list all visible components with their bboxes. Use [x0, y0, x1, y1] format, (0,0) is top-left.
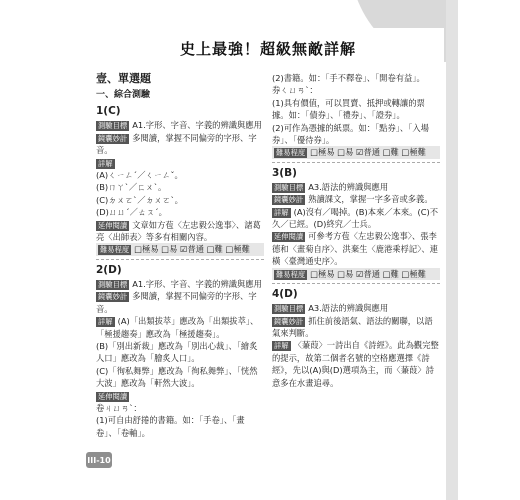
continued-word: 券ㄑㄩㄢˋ：	[272, 85, 318, 96]
right-column	[272, 72, 440, 389]
q2-option-b: (B)「別出新裁」應改為「別出心裁」、「繪炙人口」應改為「膾炙人口」。	[96, 340, 258, 364]
explain-tag: 詳解	[98, 317, 113, 327]
objective-tag: 測驗目標	[274, 304, 304, 314]
difficulty-tag: 難易程度	[276, 148, 306, 158]
q1-difficulty: 難易程度 □極易 □易 ☑普通 □難 □極難	[96, 243, 264, 255]
q1-option-c: (C)ㄉㄨㄛˋ／ㄉㄨㄛˋ。	[96, 194, 183, 205]
tip-tag: 鏡囊妙計	[274, 195, 304, 205]
title-banner	[92, 28, 444, 68]
q3-objective: 測驗目標 A3.語法的辨識與應用	[274, 181, 389, 192]
q3-tip: 鏡囊妙計 熟讀課文，掌握一字多音或多義。	[274, 194, 433, 205]
q1-option-b: (B)ㄇㄚˋ／ㄈㄨˋ。	[96, 182, 167, 193]
continued-def-4: (2)可作為憑據的紙票。如：「點券」、「入場券」、「優待券」。	[272, 122, 429, 146]
q2-option-a: 詳解 (A)「出類拔萃」應改為「出類拔萃」、「極援趨奏」應改為「極援趨奏」。	[96, 316, 259, 339]
continued-def-2: (2)書籍。如：「手不釋卷」、「開卷有益」。	[272, 73, 425, 83]
tip-tag: 鏡囊妙計	[274, 316, 304, 326]
extended-tag: 延伸閱讀	[98, 220, 128, 230]
page-title: 史上最強！超級無敵詳解	[179, 39, 356, 58]
explain-tag: 詳解	[274, 341, 289, 351]
q1-objective: 測驗目標 A1.字形、字音、字義的辨識與應用	[98, 120, 262, 131]
q2-tip: 鏡囊妙計 多閱讀，掌握不同偏旁的字形、字音。	[96, 291, 257, 314]
objective-tag: 測驗目標	[98, 279, 128, 289]
q2-option-c: (C)「徇私舞弊」應改為「徇私舞弊」、「恍然大波」應改為「軒然大波」。	[96, 365, 258, 389]
continued-def-3: (1)具有價值，可以買賣、抵押或轉讓的票據。如：「債券」、「禮券」、「證券」。	[272, 97, 425, 121]
divider	[272, 283, 440, 284]
extended-tag: 延伸閱讀	[98, 391, 128, 401]
page-number: III-10	[86, 452, 112, 468]
subsection-heading: 一、綜合測驗	[96, 90, 151, 100]
divider	[272, 162, 440, 163]
section-heading: 壹、單選題	[96, 72, 151, 85]
q1-option-d: (D)ㄩㄩˊ／ㄊㄡˊ。	[96, 207, 167, 218]
tip-tag: 鏡囊妙計	[98, 292, 128, 302]
explain-tag: 詳解	[98, 158, 113, 168]
q2-extended-def: (1)可自由舒捲的書籍。如：「手卷」、「畫卷」、「卷軸」。	[96, 415, 245, 438]
q4-explain: 詳解 〈蒹葭〉一詩出自《詩經》。此為觀完整的提示，故第二個者名號的空格應選擇《詩經》，先以(A)與(D)選項為主，而〈蒹葭〉詩意多在水畫追尋。	[272, 340, 439, 388]
q1-option-a: (A)ㄑㄧㄥˊ／ㄑㄧㄥˇ。	[96, 170, 183, 181]
difficulty-tag: 難易程度	[100, 245, 130, 255]
left-column	[96, 72, 264, 439]
objective-tag: 測驗目標	[274, 182, 304, 192]
q3-explain: 詳解 (A)沒有／喝掉。(B)本來／本來。(C)不久／已經。(D)終究／士兵。	[272, 206, 439, 230]
objective-tag: 測驗目標	[98, 121, 128, 131]
right-margin-bar	[446, 0, 458, 500]
question-4-number: 4(D)	[272, 288, 298, 301]
question-1-number: 1(C)	[96, 105, 121, 118]
q1-explain-tag-row	[96, 157, 264, 169]
q4-tip: 鏡囊妙計 抓住前後語氣、語法的關聯，以語氣來判斷。	[272, 315, 433, 338]
q3-extended: 延伸閱讀 可參考方苞〈左忠毅公逸事〉、張李德和〈畫菊自序〉、洪棄生〈鹿港乘桴記〉、連橫〈臺灣通史序〉。	[272, 231, 438, 267]
q2-objective: 測驗目標 A1.字形、字音、字義的辨識與應用	[98, 278, 262, 289]
q1-tip: 鏡囊妙計 多閱讀，掌握不同偏旁的字形、字音。	[96, 132, 257, 156]
question-3-number: 3(B)	[272, 166, 297, 179]
explain-tag: 詳解	[274, 207, 289, 217]
difficulty-tag: 難易程度	[276, 269, 306, 279]
q4-objective: 測驗目標 A3.語法的辨識與應用	[274, 303, 389, 314]
q3-difficulty: 難易程度 □極易 □易 ☑普通 □難 □極難	[272, 268, 440, 280]
tip-tag: 鏡囊妙計	[98, 133, 128, 143]
q2-extended-word: 卷ㄐㄩㄢˋ：	[96, 402, 142, 413]
q2-difficulty: 難易程度 □極易 □易 ☑普通 □難 □極難	[272, 146, 440, 158]
question-2-number: 2(D)	[96, 263, 122, 276]
divider	[96, 259, 264, 260]
extended-tag: 延伸閱讀	[274, 232, 304, 242]
q1-extended: 延伸閱讀 文章如方苞〈左忠毅公逸事〉、諸葛亮〈出師表〉等多有相關內容。	[96, 219, 261, 243]
q2-extended-tag-row	[96, 390, 264, 402]
